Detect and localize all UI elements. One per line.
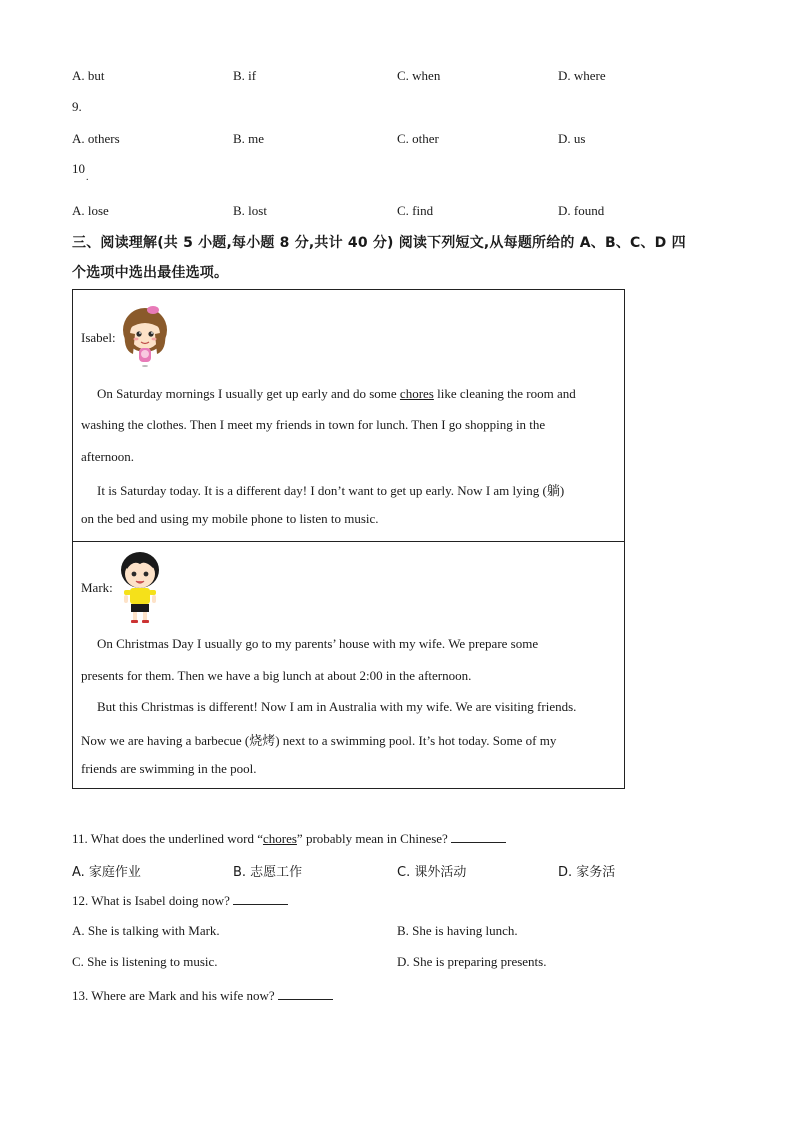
q10-option-b[interactable]: B. lost [233,203,267,218]
q9-option-d[interactable]: D. us [558,131,586,146]
q9-options [72,131,732,149]
q10-option-c[interactable]: C. find [397,203,434,218]
isabel-para2-line2: on the bed and using my mobile phone to listen to music. [81,511,379,526]
q11-option-c[interactable]: C. 课外活动 [397,865,467,880]
q12-option-d[interactable]: D. She is preparing presents. [397,954,547,969]
passage-divider [73,541,624,542]
isabel-name-label: Isabel: [81,330,116,345]
q11-options [72,861,732,879]
mark-para1-line1: On Christmas Day I usually go to my parents’ house with my wife. We prepare some [97,636,539,651]
isabel-para1-line1 [97,386,576,402]
isabel-para1-line2: washing the clothes. Then I meet my friends in town for lunch. Then I go shopping in the [81,417,546,432]
q13-stem-text: 13. Where are Mark and his wife now? [72,988,275,1003]
q10-options [72,203,732,221]
q11-stem-post: ” probably mean in Chinese? [296,831,448,846]
q9-option-a[interactable]: A. others [72,131,120,146]
q8-option-c[interactable]: C. when [397,68,441,83]
isabel-para1-line1-pre: On Saturday mornings I usually get up early and do some [97,386,400,401]
q11-option-b[interactable]: B. 志愿工作 [233,865,303,880]
chores-underlined-word: chores [399,386,434,401]
q13-answer-blank[interactable] [278,987,333,1000]
q11-answer-blank[interactable] [451,830,506,843]
girl-cartoon-image [117,304,173,370]
q10-option-a[interactable]: A. lose [72,203,109,218]
q8-options [72,68,732,86]
q12-stem-text: 12. What is Isabel doing now? [72,893,230,908]
section-heading-line2: 个选项中选出最佳选项。 [72,265,229,281]
q11-underlined-word: chores [262,831,297,846]
mark-name-label: Mark: [81,580,113,595]
mark-para2-line1: But this Christmas is different! Now I am in Australia with my wife. We are visiting friends. [97,699,577,714]
q8-option-d[interactable]: D. where [558,68,606,83]
q12-stem [72,892,288,909]
q10-dot: . [86,172,89,183]
isabel-para2-line1: It is Saturday today. It is a different day! I don’t want to get up early. Now I am lying (躺) [97,483,565,498]
q11-option-d[interactable]: D. 家务活 [558,865,616,880]
q12-option-a[interactable]: A. She is talking with Mark. [72,923,220,938]
q12-option-c[interactable]: C. She is listening to music. [72,954,218,969]
q8-option-b[interactable]: B. if [233,68,257,83]
section-heading-line1: 三、阅读理解(共 5 小题,每小题 8 分,共计 40 分) 阅读下列短文,从每题所给的 A、B、C、D 四 [72,235,686,251]
q12-option-b[interactable]: B. She is having lunch. [397,923,518,938]
q9-number: 9. [72,99,82,114]
q10-option-d[interactable]: D. found [558,203,605,218]
isabel-para1-line3: afternoon. [81,449,135,464]
q11-stem [72,830,506,847]
q12-options-row1 [72,923,732,941]
boy-cartoon-image [115,548,165,626]
q12-answer-blank[interactable] [233,892,288,905]
q8-option-a[interactable]: A. but [72,68,105,83]
q12-options-row2 [72,954,732,972]
q10-number: 10 [72,161,85,176]
isabel-para1-line1-post: like cleaning the room and [433,386,576,401]
reading-passage-box [72,289,625,789]
mark-para2-line3: friends are swimming in the pool. [81,761,257,776]
q9-option-b[interactable]: B. me [233,131,265,146]
q9-option-c[interactable]: C. other [397,131,439,146]
mark-para1-line2: presents for them. Then we have a big lunch at about 2:00 in the afternoon. [81,668,472,683]
q13-stem [72,987,333,1004]
q11-option-a[interactable]: A. 家庭作业 [72,865,141,880]
mark-para2-line2: Now we are having a barbecue (烧烤) next to a swimming pool. It’s hot today. Some of my [81,733,557,748]
q11-stem-pre: 11. What does the underlined word “ [72,831,263,846]
